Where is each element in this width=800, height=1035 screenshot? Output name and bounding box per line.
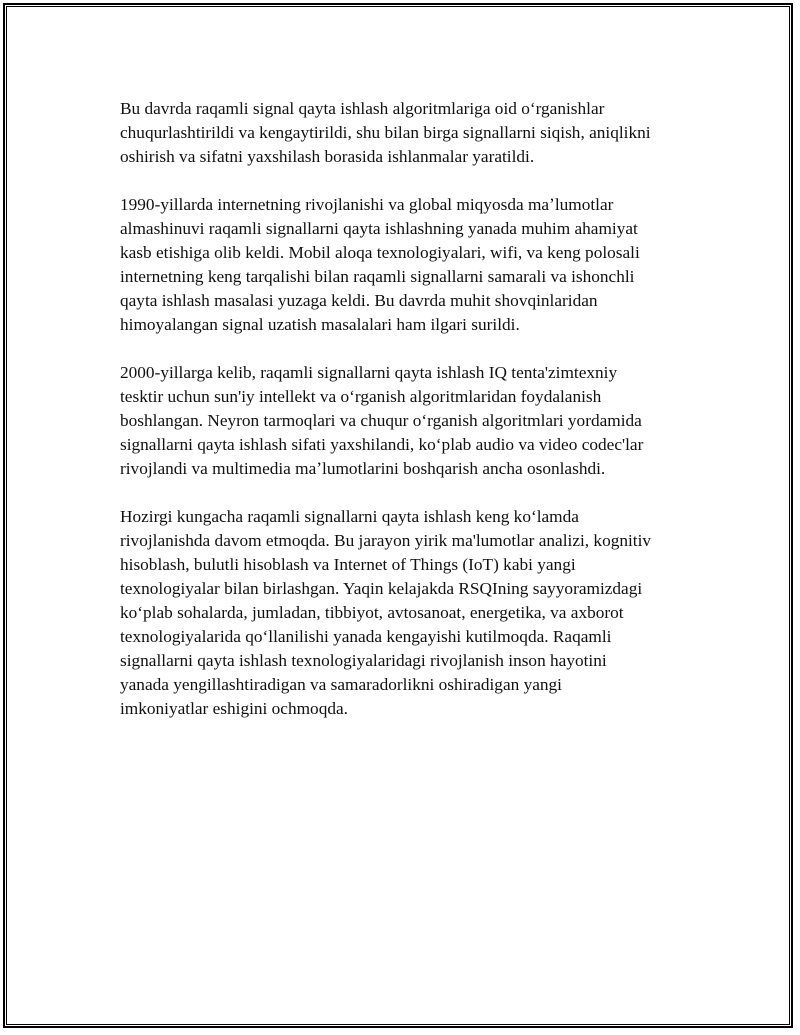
paragraph-line: almashinuvi raqamli signallarni qayta ishlashning yanada muhim ahamiyat [120,219,638,238]
paragraph-line: signallarni qayta ishlash sifati yaxshilandi, koʻplab audio va video codec'lar [120,435,644,454]
paragraph-line: Bu davrda raqamli signal qayta ishlash algoritmlariga oid oʻrganishlar [120,99,605,118]
paragraph-line: rivojlandi va multimedia maʼlumotlarini boshqarish ancha osonlashdi. [120,459,606,478]
paragraph-line: koʻplab sohalarda, jumladan, tibbiyot, avtosanoat, energetika, va axborot [120,603,624,622]
paragraph-line: kasb etishiga olib keldi. Mobil aloqa texnologiyalari, wifi, va keng polosali [120,243,640,262]
paragraph-2 [120,193,690,337]
paragraph-line: chuqurlashtirildi va kengaytirildi, shu bilan birga signallarni siqish, aniqlikni [120,123,651,142]
paragraph-line: boshlangan. Neyron tarmoqlari va chuqur oʻrganish algoritmlari yordamida [120,411,642,430]
paragraph-4 [120,505,690,721]
paragraph-1 [120,97,690,169]
paragraph-line: yanada yengillashtiradigan va samaradorlikni oshiradigan yangi [120,675,562,694]
paragraph-line: hisoblash, bulutli hisoblash va Internet of Things (IoT) kabi yangi [120,555,576,574]
paragraph-3 [120,361,690,481]
paragraph-line: tesktir uchun sun'iy intellekt va oʻrganish algoritmlaridan foydalanish [120,387,602,406]
paragraph-line: rivojlanishda davom etmoqda. Bu jarayon yirik ma'lumotlar analizi, kognitiv [120,531,652,550]
paragraph-line: texnologiyalarida qoʻllanilishi yanada kengayishi kutilmoqda. Raqamli [120,627,612,646]
paragraph-line: 2000-yillarga kelib, raqamli signallarni qayta ishlash IQ tenta'zimtexniy [120,363,618,382]
paragraph-line: internetning keng tarqalishi bilan raqamli signallarni samarali va ishonchli [120,267,635,286]
paragraph-line: signallarni qayta ishlash texnologiyalaridagi rivojlanish inson hayotini [120,651,607,670]
paragraph-line: texnologiyalar bilan birlashgan. Yaqin kelajakda RSQIning sayyoramizdagi [120,579,643,598]
document-page [3,3,793,1028]
paragraph-line: himoyalangan signal uzatish masalalari ham ilgari surildi. [120,315,520,334]
paragraph-line: qayta ishlash masalasi yuzaga keldi. Bu davrda muhit shovqinlaridan [120,291,598,310]
paragraph-line: oshirish va sifatni yaxshilash borasida ishlanmalar yaratildi. [120,147,535,166]
paragraph-line: imkoniyatlar eshigini ochmoqda. [120,699,348,718]
paragraph-line: Hozirgi kungacha raqamli signallarni qayta ishlash keng koʻlamda [120,507,579,526]
paragraph-line: 1990-yillarda internetning rivojlanishi va global miqyosda maʼlumotlar [120,195,614,214]
document-body [120,97,690,745]
